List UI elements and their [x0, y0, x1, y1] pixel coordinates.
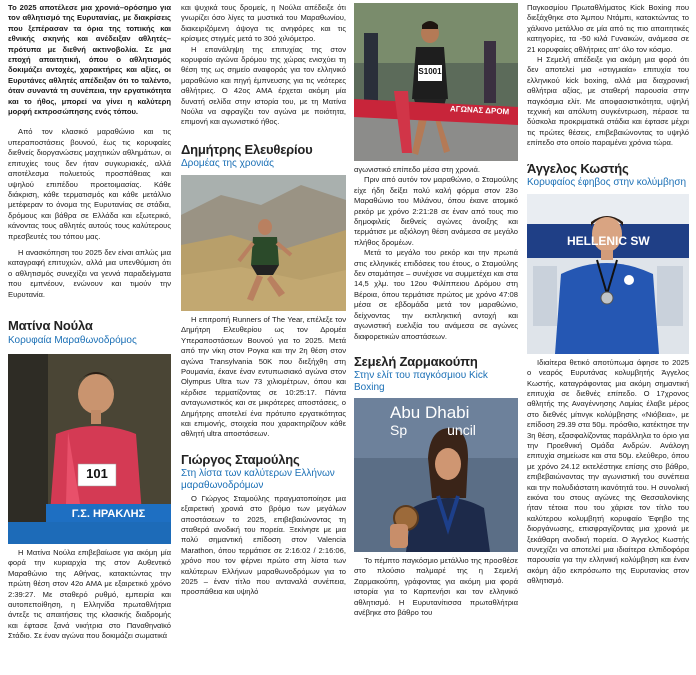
body-paragraph: Μετά το μεγάλο του ρεκόρ και την πρωτιά στις ελληνικές επιδόσεις του έτους, ο Σταμούλης δεν σταμάτησε – συνέχισε να συμμετέχει και στα 14,5 χλμ. του 12ου Φιλίππειου Δρόμου στη Βέροια, όπου τερμάτισε πρώτος με χρόνο 47:08 μέσα σε εβδομάδα μετά τον μαραθώνιο, δείχνοντας την εκπληκτική αντοχή και αγωνιστική ευελιξία του ανάμεσα σε αγώνες διαφορετικών αποστάσεων. [354, 248, 518, 341]
event-sign-fragment: Sp [390, 421, 408, 438]
athlete-name: Ματίνα Νούλα [8, 317, 93, 333]
body-paragraph: Η επιτροπή Runners of The Year, επέλεξε τον Δημήτρη Ελευθερίου ως τον Δρομέα Υπεραποστάσεων Βουνού για το 2025. Μετά από την νίκη στον Ρογκα και την 2η θέση στον αγώνα Transylvania 50K που διεξήχθη στη Ρουμανία, έκανε έναν εντυπωσιακό αγώνα στον Olympus Ultra των 73 χιλιομέτρων, όπου και κέρδισε τερματίζοντας σε 10:25:17. Πάντα ανταγωνιστικός και σε μικρότερες αποστάσεις, ο Δημήτρης αποτελεί ένα πρότυπο εργατικότητας και επιμονής, στοιχεία που χαρακτηρίζουν κάθε αθλητή ultra αποστάσεων. [181, 314, 346, 439]
body-paragraph: Παγκοσμίου Πρωταθλήματος Kick Boxing που διεξάχθηκε στο Άμπου Ντάμπι, κατακτώντας το χάλκινο μετάλλιο σε μία από τις πιο απαιτητικές κατηγορίες, τα -50 κιλά Γυναικών, ανάμεσα σε 21 κορυφαίες αθλήτριες απ' όλο τον κόσμο. [527, 3, 689, 54]
body-paragraph: Ο Γιώργος Σταμούλης πραγματοποίησε μια εξαιρετική χρονιά στο βρόμο των μεγάλων αποστάσεων το 2025, επιβεβαιώνοντας τη σταθερά ανοδική του πορεία. Ξεκίνησε με μια πολύ σημαντική επίδοση στον Valencia Marathon, όπου τερμάτισε σε 2:16:02 / 2:16:06, χρόνο που τον φέρνει πρώτο στη λίστα των καλύτερων Ελλήνων μαραθωνοδρόμων για το 2025 – έναν τίτλο που ανταναλά συνέπεια, προσπάθεια και υψηλό [181, 493, 346, 597]
athlete-photo-kostis [527, 194, 689, 354]
body-paragraph: και ψυχικά τους δρομείς, η Νούλα απέδειξε ότι γνωρίζει όσο λίγες τα μυστικά του Μαραθωνίου, διακειριζόμενη άψογα τις ανηφόρες και τις κρίσιμες στιγμές μετά το 30ό χιλιόμετρο. [181, 3, 346, 44]
body-paragraph: Η Ματίνα Νούλα επιβεβαίωσε για ακόμη μία φορά την κυριαρχία της στον Αυθεντικό Μαραθώνιο της Αθήνας, κατακτώντας την πρώτη θέση στον 42ο ΑΜΑ με εξαιρετικό χρόνο 2:39:27. Με σταθερό ρυθμό, εμπειρία και αυτοπεποίθηση, η Ελληνίδα πρωταθλήτρια άντεξε τις απαιτήσεις της κλασικής διαδρομής και έφτασε ξανά νικήτρια στο Παναθηναϊκό Στάδιο. Σε έναν αγώνα που δοκιμάζει σωματικά [8, 547, 171, 641]
body-paragraph: Η επανάληψη της επιτυχίας της στον κορυφαίο αγώνα δρόμου της χώρας ενισχύει τη θέση της ως σημείο αναφοράς για τον ελληνικό μαραθώνιο και πηγή έμπνευσης για τις νεότερες αθλήτριες. Ο 42ος ΑΜΑ έρχεται ακόμη μία δυνατή σελίδα στην ιστορία του, με τη Ματίνα Νούλα να σφραγίζει τον αγώνα με ποιότητα, επιμονή και αγωνιστικό ήθος. [181, 44, 346, 127]
body-paragraph: αγωνιστικό επίπεδο μέσα στη χρονιά. [354, 165, 480, 174]
finish-banner: ΑΓΩΝΑΣ ΔΡΟΜ [449, 104, 510, 117]
athlete-role: Στη λίστα των καλύτερων Ελλήνων μαραθωνοδρόμων [181, 467, 335, 491]
column-4 [527, 0, 689, 675]
athlete-name: Άγγελος Κωστής [527, 160, 629, 176]
athlete-name: Σεμελή Ζαρμακούπη [354, 353, 478, 369]
athlete-role: Στην ελίτ του παγκόσμιου Kick Boxing [354, 369, 488, 393]
event-sign-fragment: uncil [447, 421, 476, 438]
body-paragraph: Από τον κλασικό μαραθώνιο και τις υπεραποστάσεις βουνού, έως τις κορυφαίες διεθνείς διοργανώσεις μαχητικών αθλημάτων, οι επιτυχίες τους δεν ήταν συγκυριακές, αλλά αποτέλεσμα πολυετούς προσπάθειας και υψηλού επιπέδου προετοιμασίας. Κάθε διάκριση, κάθε τερματισμός και κάθε μετάλλιο μετέφεραν το όνομα της Ευρυτανίας σε στάδια, δρόμους και βάθρα σε Ελλάδα και εξωτερικό, κάνοντας τους αθλητές αυτούς τους καλύτερους πρεσβευτές του τόπου μας. [8, 127, 171, 241]
body-paragraph: Η ανασκόπηση του 2025 δεν είναι απλώς μια καταγραφή επιτυχιών, αλλά μια υπενθύμιση ότι ο αθλητισμός συνεχίζει να γεννά παραδείγματα που εμπνέουν, ενώνουν και τιμούν την Ευρυτανία. [8, 247, 171, 299]
athlete-photo-stamoulis [354, 3, 518, 161]
body-paragraph: Η Σεμελή απέδειξε για ακόμη μια φορά ότι δεν αποτελεί μια «στιγμιαία» επιτυχία του ελληνικού kick boxing, αλλά μια διαχρονική αθλήτρια αξίας, με σταθερή παρουσία στην παγκόσμια ελίτ. Με αποφασιστικότητα, υψηλή τεχνική και απόλυτη συγκέντρωση, πέρασε τα δύσκολα προκριματικά στάδια και έφτασε μέχρι τις πρώτες θέσεις, επιβεβαιώνοντας το υψηλό επίπεδο στο οποίο παραμένει χρόνια τώρα. [527, 55, 689, 148]
venue-wall-text: HELLENIC SW [567, 233, 650, 248]
athlete-role: Κορυφαίος έφηβος στην κολύμβηση [527, 176, 687, 188]
body-paragraph: Πριν από αυτόν τον μαραθώνιο, ο Σταμούλης είχε ήδη δείξει πολύ καλή φόρμα στον 23ο Μαραθώνιο του Μιλάνου, όπου έκανε ατομικό ρεκόρ με χρόνο 2:21:28 σε έναν από τους πιο δημοφιλείς διεθνείς αγώνες άνοιξης και τερμάτισε με αξιόλογη θέση ανάμεσα σε μεγάλο πλήθος δρομέων. [354, 175, 518, 247]
body-paragraph: Το πέμπτο παγκόσμιο μετάλλιο της προσθέσε στο πλούσιο παλμαρέ της η Σεμελή Ζαρμακούπη, γράφοντας για ακόμη μια φορά ιστορία για το Καρπενήσι και τον ελληνικό αθλητισμό. Η Ευρυτανίτισσα πρωταθλήτρια ανέβηκε στο βάθρο του [354, 555, 518, 617]
event-sign-line: Abu Dhabi [390, 402, 470, 422]
mountain-runner-icon [181, 175, 346, 311]
intro-paragraph: Το 2025 αποτέλεσε μια χρονιά–ορόσημο για τον αθλητισμό της Ευρυτανίας, με διακρίσεις που ξεπέρασαν τα όρια της τοπικής και εθνικής σκηνής και ανέδειξαν αθλητές–πρότυπα με διεθνή ακτινοβολία. Σε μια εποχή απαιτητική, όπου ο αθλητισμός δοκιμάζει αντοχές, χαρακτήρες και αξίες, οι Ευρυτάνες αθλητές απέδειξαν ότι το ταλέντο, όταν συναντά τη συνέπεια, την εργατικότητα και το ήθος, μπορεί να γίνει η καλύτερη μορφή εκπροσώπησης ενός τόπου. [8, 3, 171, 117]
athlete-role: Δρομέας της χρονιάς [181, 157, 274, 169]
event-sign-line [390, 422, 476, 438]
race-bib: S1001 [418, 67, 442, 76]
athlete-photo-zarmakoupi [354, 398, 518, 552]
column-1 [8, 0, 171, 675]
athlete-photo-eleftheriou [181, 175, 346, 311]
athlete-photo-noula [8, 354, 171, 544]
athlete-name: Δημήτρης Ελευθερίου [181, 141, 313, 157]
marathon-finish-icon [354, 3, 518, 161]
event-sign [390, 404, 476, 438]
athlete-role: Κορυφαία Μαραθωνοδρόμος [8, 334, 137, 346]
body-paragraph: Ιδιαίτερα θετικό αποτύπωμα άφησε το 2025 ο νεαρός Ευρυτάνας κολυμβητής Άγγελος Κωστής, καταγράφοντας μια ακόμη σημαντική επιτυχία σε διεθνές επίπεδο. Ο 17χρονος αθλητής της Αναγέννησης Λαμίας έλαβε μέρος στο διεθνές μίτινγκ κολύμβησης «Νιόβεια», με επίδοση 29.39 στα 50μ. πρόσθιο, κατέκτησε την 3η θέση, εξασφαλίζοντας παράλληλα το όριο για την Προεθνική Ομάδα Ανδρών. Ανάλογη επιτυχία σημείωσε και στα 50μ. ελεύθερο, όπου με χρόνο 24.12 εκτελέστηκε επίσης στο βάθρο, επιβεβαιώνοντας την αγωνιστική του συνέπεια και την πολυδιάστατη ικανότητά του. Η συνολική εικόνα του στους αγώνες της Θεσσαλονίκης ήταν τέτοια που του χάρισε τον τίτλο του καλύτερου κολυμβητή κορυφαίο Έφηβο της διοργάνωσης, επισφραγίζοντας μια χρονιά με ξεκάθαρη ανοδική πορεία. Ο Άγγελος Κωστής συνεχίζει να αποτελεί μια ιδιαίτερα ελπιδοφόρα παρουσία για την ελληνική κολύμβηση και έναν ακόμη άξιο εκπρόσωπο της Ευρυτανίας στον αθλητισμό. [527, 357, 689, 586]
athlete-name: Γιώργος Σταμούλης [181, 451, 300, 467]
club-banner: Γ.Σ. ΗΡΑΚΛΗΣ [71, 507, 146, 520]
race-bib: 101 [86, 465, 108, 481]
column-2 [181, 0, 346, 675]
column-3 [354, 0, 518, 675]
swimmer-portrait-icon [527, 194, 689, 354]
